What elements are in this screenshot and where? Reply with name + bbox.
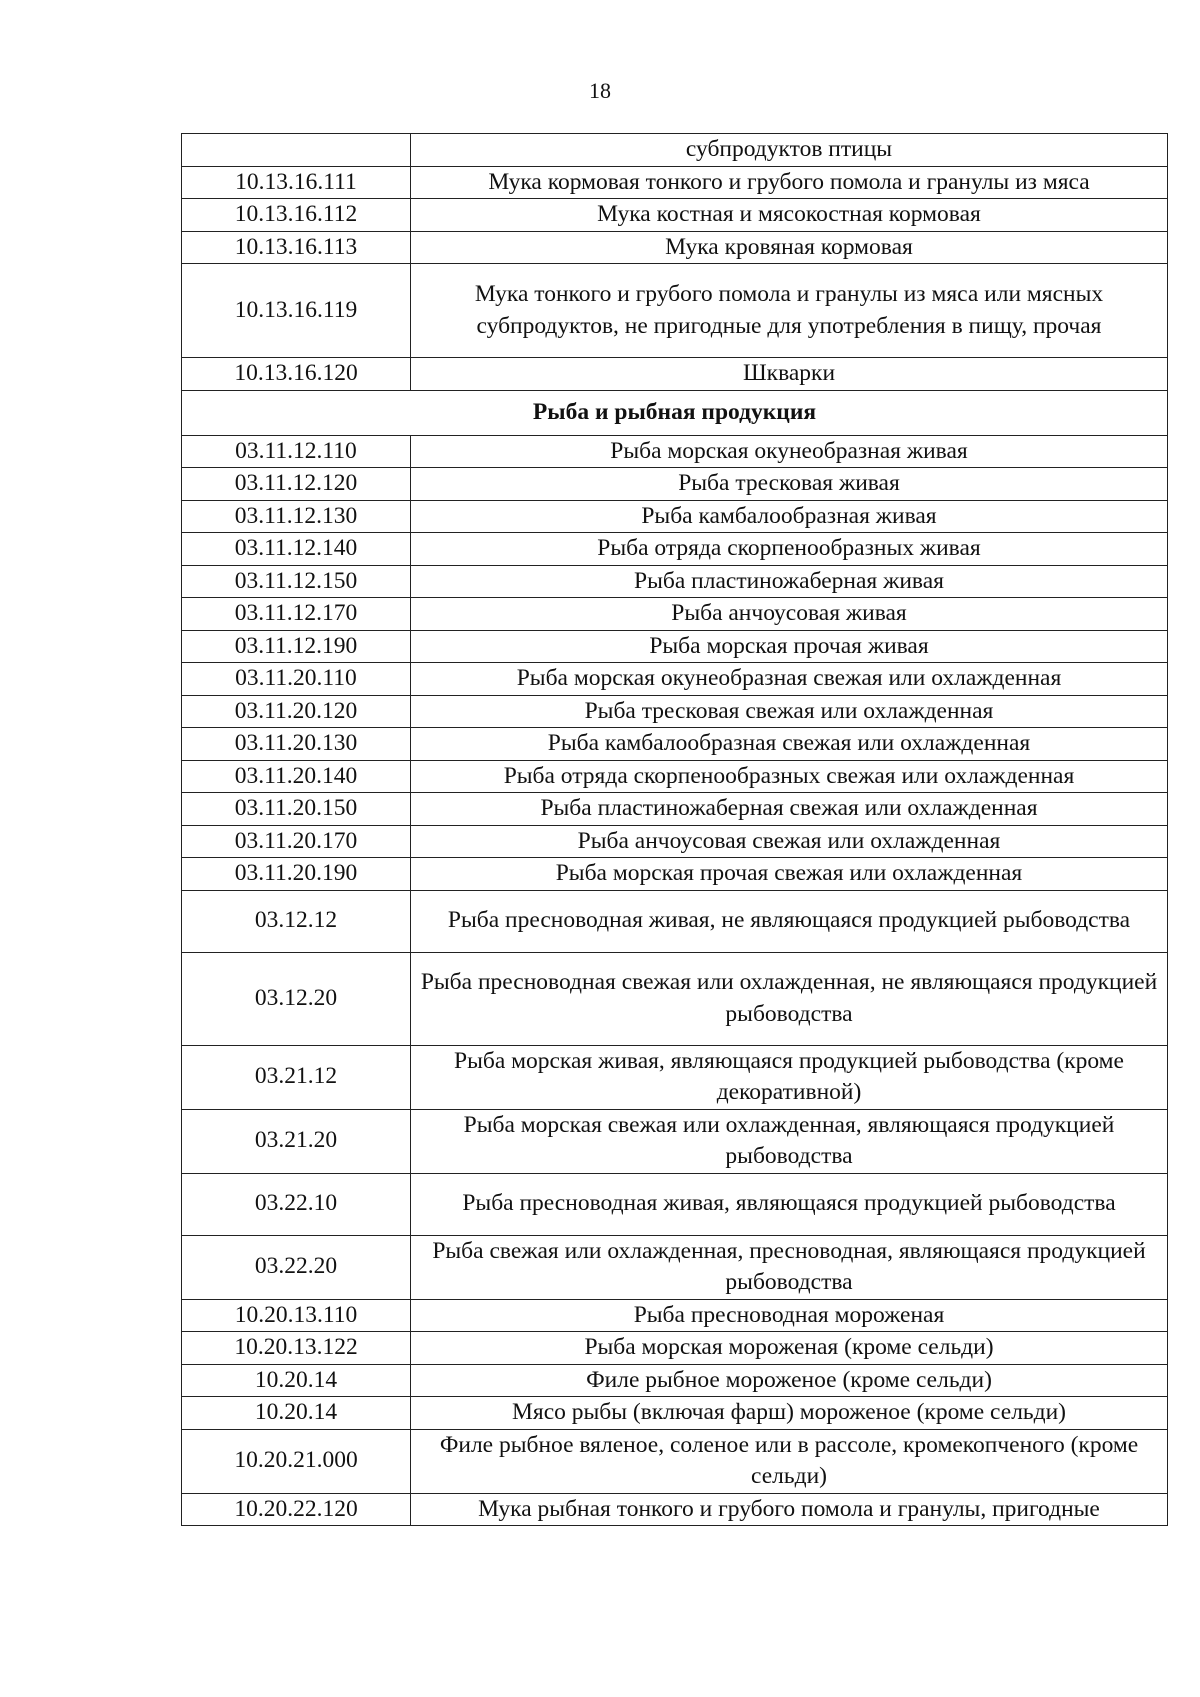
product-name-cell: Рыба камбалообразная свежая или охлажденная — [411, 728, 1168, 761]
product-code-cell: 03.11.20.190 — [182, 858, 411, 891]
product-code-cell: 03.11.20.120 — [182, 695, 411, 728]
product-code-cell: 03.11.12.130 — [182, 500, 411, 533]
product-code-cell: 03.12.12 — [182, 890, 411, 952]
product-name-cell: Рыба тресковая живая — [411, 468, 1168, 501]
table-row — [182, 728, 1168, 761]
product-code-cell: 03.12.20 — [182, 952, 411, 1045]
table-row — [182, 264, 1168, 358]
table-row — [182, 952, 1168, 1045]
table-row — [182, 695, 1168, 728]
table-row — [182, 231, 1168, 264]
table-row — [182, 500, 1168, 533]
product-code-cell: 03.11.20.110 — [182, 663, 411, 696]
product-code-cell: 10.20.14 — [182, 1364, 411, 1397]
table-row — [182, 598, 1168, 631]
product-code-cell: 03.11.20.130 — [182, 728, 411, 761]
product-name-cell: Рыба анчоусовая живая — [411, 598, 1168, 631]
table-row — [182, 1364, 1168, 1397]
table-row — [182, 825, 1168, 858]
product-code-cell: 03.11.20.150 — [182, 793, 411, 826]
product-code-cell: 03.22.10 — [182, 1173, 411, 1235]
product-code-cell: 10.20.13.110 — [182, 1299, 411, 1332]
table-row — [182, 1045, 1168, 1109]
table-row — [182, 134, 1168, 167]
product-name-cell: Рыба морская мороженая (кроме сельди) — [411, 1332, 1168, 1365]
table-row — [182, 1429, 1168, 1493]
table-row — [182, 1332, 1168, 1365]
table-row — [182, 663, 1168, 696]
product-name-cell: Рыба пластиножаберная свежая или охлажденная — [411, 793, 1168, 826]
product-name-cell: Рыба анчоусовая свежая или охлажденная — [411, 825, 1168, 858]
product-name-cell: Мука тонкого и грубого помола и гранулы из мяса или мясных субпродуктов, не пригодные для употребления в пищу, прочая — [411, 264, 1168, 358]
product-code-cell: 03.11.12.190 — [182, 630, 411, 663]
product-code-cell: 03.22.20 — [182, 1235, 411, 1299]
product-name-cell: Мука кровяная кормовая — [411, 231, 1168, 264]
product-name-cell: Рыба камбалообразная живая — [411, 500, 1168, 533]
product-name-cell: Рыба тресковая свежая или охлажденная — [411, 695, 1168, 728]
product-code-cell: 10.13.16.119 — [182, 264, 411, 358]
product-name-cell: Рыба морская окунеобразная живая — [411, 435, 1168, 468]
product-name-cell: Филе рыбное вяленое, соленое или в рассоле, кромекопченого (кроме сельди) — [411, 1429, 1168, 1493]
product-name-cell: Рыба отряда скорпенообразных живая — [411, 533, 1168, 566]
table-row — [182, 435, 1168, 468]
product-name-cell: Филе рыбное мороженое (кроме сельди) — [411, 1364, 1168, 1397]
section-header-row — [182, 390, 1168, 435]
table-row — [182, 166, 1168, 199]
product-name-cell: Рыба пресноводная мороженая — [411, 1299, 1168, 1332]
table-row — [182, 468, 1168, 501]
product-code-cell: 10.20.13.122 — [182, 1332, 411, 1365]
product-code-cell: 03.11.12.150 — [182, 565, 411, 598]
product-name-cell: Рыба морская окунеобразная свежая или охлажденная — [411, 663, 1168, 696]
product-code-cell: 03.21.20 — [182, 1109, 411, 1173]
product-name-cell: Рыба свежая или охлажденная, пресноводная, являющаяся продукцией рыбоводства — [411, 1235, 1168, 1299]
page-number: 18 — [589, 78, 611, 103]
table-row — [182, 1397, 1168, 1430]
product-name-cell: Мука костная и мясокостная кормовая — [411, 199, 1168, 232]
product-code-cell — [182, 134, 411, 167]
table-row — [182, 1173, 1168, 1235]
table-row — [182, 1493, 1168, 1526]
product-name-cell: Рыба пресноводная живая, являющаяся продукцией рыбоводства — [411, 1173, 1168, 1235]
product-name-cell: Рыба морская живая, являющаяся продукцией рыбоводства (кроме декоративной) — [411, 1045, 1168, 1109]
product-code-cell: 03.11.12.170 — [182, 598, 411, 631]
table-row — [182, 630, 1168, 663]
product-code-cell: 10.20.14 — [182, 1397, 411, 1430]
table-row — [182, 793, 1168, 826]
product-code-cell: 10.13.16.112 — [182, 199, 411, 232]
product-code-cell: 10.13.16.120 — [182, 358, 411, 391]
table-row — [182, 358, 1168, 391]
product-name-cell: Рыба пластиножаберная живая — [411, 565, 1168, 598]
product-code-cell: 03.11.12.110 — [182, 435, 411, 468]
product-code-cell: 10.13.16.113 — [182, 231, 411, 264]
table-row — [182, 890, 1168, 952]
product-code-cell: 03.11.12.120 — [182, 468, 411, 501]
product-name-cell: Рыба пресноводная свежая или охлажденная, не являющаяся продукцией рыбоводства — [411, 952, 1168, 1045]
product-code-table — [181, 133, 1168, 1526]
product-name-cell: Шкварки — [411, 358, 1168, 391]
table-row — [182, 760, 1168, 793]
product-name-cell: Рыба морская свежая или охлажденная, являющаяся продукцией рыбоводства — [411, 1109, 1168, 1173]
table-row — [182, 1109, 1168, 1173]
product-code-cell: 10.13.16.111 — [182, 166, 411, 199]
table-row — [182, 565, 1168, 598]
table-row — [182, 1235, 1168, 1299]
table-row — [182, 199, 1168, 232]
product-name-cell: Рыба пресноводная живая, не являющаяся продукцией рыбоводства — [411, 890, 1168, 952]
table-row — [182, 1299, 1168, 1332]
product-name-cell: Мука кормовая тонкого и грубого помола и гранулы из мяса — [411, 166, 1168, 199]
product-name-cell: Мясо рыбы (включая фарш) мороженое (кроме сельди) — [411, 1397, 1168, 1430]
product-code-cell: 03.11.12.140 — [182, 533, 411, 566]
product-name-cell: субпродуктов птицы — [411, 134, 1168, 167]
table-row — [182, 858, 1168, 891]
product-name-cell: Рыба морская прочая живая — [411, 630, 1168, 663]
product-code-cell: 03.11.20.170 — [182, 825, 411, 858]
product-code-cell: 03.21.12 — [182, 1045, 411, 1109]
product-name-cell: Рыба морская прочая свежая или охлажденная — [411, 858, 1168, 891]
section-title: Рыба и рыбная продукция — [182, 390, 1168, 435]
product-code-cell: 10.20.21.000 — [182, 1429, 411, 1493]
product-name-cell: Рыба отряда скорпенообразных свежая или охлажденная — [411, 760, 1168, 793]
product-name-cell: Мука рыбная тонкого и грубого помола и гранулы, пригодные — [411, 1493, 1168, 1526]
product-code-cell: 10.20.22.120 — [182, 1493, 411, 1526]
product-code-cell: 03.11.20.140 — [182, 760, 411, 793]
table-row — [182, 533, 1168, 566]
